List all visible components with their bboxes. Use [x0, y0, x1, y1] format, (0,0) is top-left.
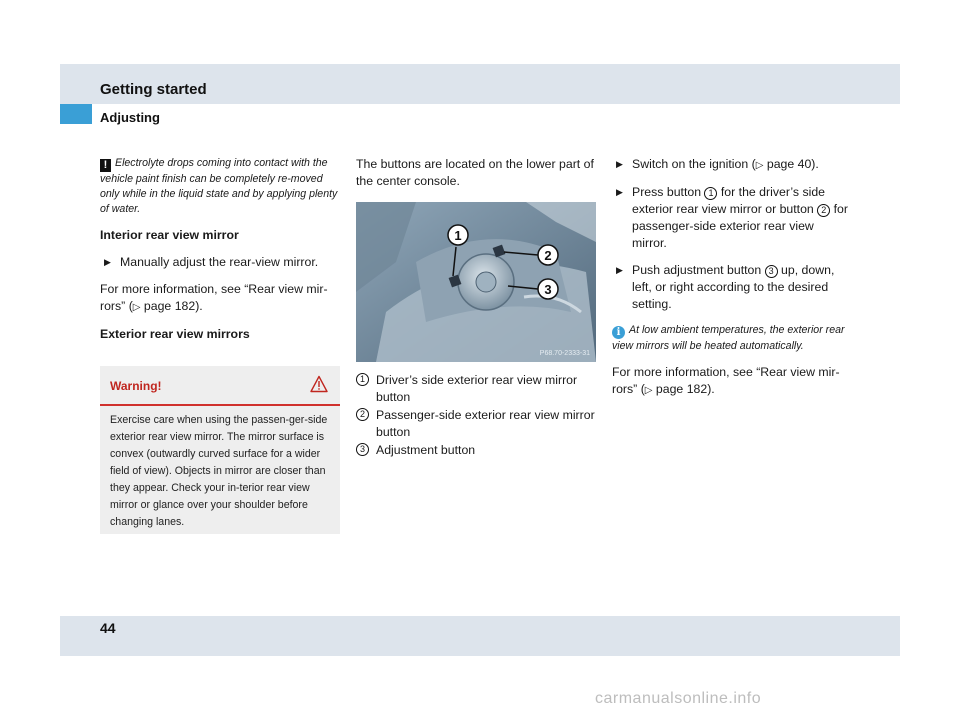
warning-header [100, 366, 340, 406]
column-middle [356, 156, 596, 460]
page-number: 44 [100, 620, 116, 636]
subsection-title: Adjusting [100, 110, 160, 125]
section-title: Getting started [100, 81, 207, 98]
arrow-bullet-icon: ▶ [616, 187, 623, 197]
photo-code: P68.70-2333-31 [539, 350, 590, 357]
svg-text:1: 1 [454, 228, 462, 243]
info-note-text: At low ambient temperatures, the exterior rear view mirrors will be heated automatically. [612, 324, 845, 352]
callout-item-1 [356, 372, 596, 406]
page-ref-triangle-icon: ▷ [644, 385, 653, 396]
step-ignition [612, 156, 852, 174]
heading-exterior-mirrors: Exterior rear view mirrors [100, 327, 250, 341]
step-text: Switch on the ignition ( [632, 157, 756, 171]
reference-page[interactable]: page 182). [652, 382, 715, 396]
warning-title: Warning! [110, 379, 162, 393]
info-note [612, 323, 852, 354]
console-intro: The buttons are located on the lower part of the center console. [356, 157, 594, 188]
page-ref-triangle-icon: ▷ [755, 160, 764, 171]
warning-triangle-icon [310, 375, 328, 398]
footer-band [60, 616, 900, 656]
warning-box [100, 366, 340, 534]
button-number-badge: 2 [817, 204, 830, 217]
center-console-photo [356, 202, 596, 362]
callout-text: Driver’s side exterior rear view mirror button [376, 373, 578, 404]
step-text: for the driver’s side exterior rear view mirror or button [632, 185, 826, 216]
step-page-ref[interactable]: page 40). [763, 157, 819, 171]
column-right [612, 156, 852, 409]
reference-paragraph [100, 281, 340, 316]
step-text: Press button [632, 185, 705, 199]
button-number-badge: 3 [765, 265, 778, 278]
arrow-bullet-icon: ▶ [616, 265, 623, 275]
step-adjust-interior [100, 254, 340, 271]
step-text: Manually adjust the rear-view mirror. [120, 255, 319, 269]
step-select-mirror [612, 184, 852, 252]
callout-text: Passenger-side exterior rear view mirror button [376, 408, 595, 439]
reference-text: For more information, see “Rear view mir-rors” ( [100, 282, 328, 313]
section-tab-marker [60, 104, 92, 124]
callout-item-2 [356, 407, 596, 441]
reference-text: For more information, see “Rear view mir-rors” ( [612, 365, 840, 396]
page-ref-triangle-icon: ▷ [132, 302, 141, 313]
warning-text: Exercise care when using the passen-ger-side exterior rear view mirror. The mirror surface is convex (outwardly curved surface for a wider field of view). Objects in mirror are closer than they appear. Check your in-terior rear view mirror or glance over your shoulder before changing lanes. [110, 414, 328, 528]
arrow-bullet-icon: ▶ [616, 159, 623, 169]
watermark-text: carmanualsonline.info [595, 690, 762, 707]
arrow-bullet-icon: ▶ [104, 257, 111, 267]
step-text: Push adjustment button [632, 263, 765, 277]
reference-page[interactable]: page 182). [140, 299, 203, 313]
callout-number: 2 [356, 408, 369, 421]
caution-note-text: Electrolyte drops coming into contact with the vehicle paint finish can be completely re-moved only while in the liquid state and by applying plenty of water. [100, 157, 338, 215]
callout-text: Adjustment button [376, 443, 476, 457]
callout-number: 1 [356, 373, 369, 386]
svg-text:2: 2 [544, 248, 552, 263]
callout-item-3 [356, 442, 596, 459]
info-icon: i [612, 326, 625, 339]
reference-paragraph [612, 364, 852, 399]
callout-number: 3 [356, 443, 369, 456]
step-text: for passenger-side exterior rear view mirror. [632, 202, 848, 250]
step-adjust-mirror [612, 262, 852, 313]
svg-text:3: 3 [544, 282, 552, 297]
heading-interior-mirror: Interior rear view mirror [100, 228, 239, 242]
caution-note [100, 156, 340, 217]
column-left [100, 156, 340, 353]
exclamation-icon: ! [100, 159, 111, 172]
step-text: up, down, left, or right according to the desired setting. [632, 263, 835, 311]
button-number-badge: 1 [704, 187, 717, 200]
